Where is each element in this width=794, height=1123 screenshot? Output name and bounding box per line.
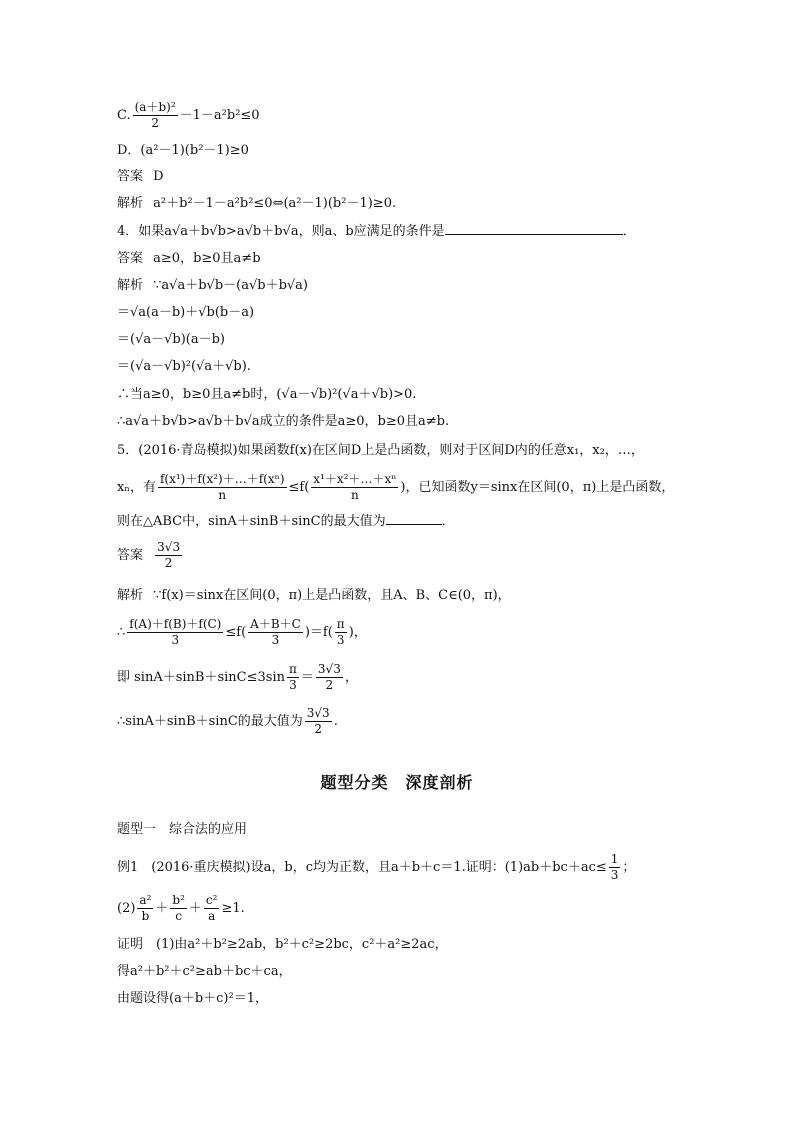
fraction <box>158 472 287 503</box>
text-segment: ∴sinA＋sinB＋sinC的最大值为 <box>117 714 303 729</box>
example-1-line1 <box>117 852 694 883</box>
answer-fraction <box>155 540 182 571</box>
fraction <box>204 893 220 924</box>
answer-label: 答案 <box>117 169 144 184</box>
fraction-numerator: π <box>336 617 345 631</box>
option-c <box>117 100 694 131</box>
text-segment: ≤f( <box>225 625 247 640</box>
answer-blank <box>386 512 442 525</box>
section-title: 题型分类 深度剖析 <box>320 773 474 792</box>
proof-line1: 证明 (1)由a²＋b²≥2ab，b²＋c²≥2bc，c²＋a²≥2ac， <box>117 937 448 952</box>
answer-4 <box>117 249 694 269</box>
solution-4-line5: ∴当a≥0，b≥0且a≠b时，(√a－√b)²(√a＋√b)>0. <box>117 387 417 402</box>
fraction-denominator: 3 <box>271 633 280 647</box>
fraction-numerator: f(A)＋f(B)＋f(C) <box>129 617 222 631</box>
fraction-numerator: a² <box>139 893 152 907</box>
fraction-denominator: n <box>350 488 359 502</box>
text-segment: ＋ <box>155 901 169 916</box>
option-c-prefix: C. <box>117 108 131 123</box>
answer-blank <box>445 222 623 235</box>
answer-value: D <box>153 169 164 184</box>
fraction <box>311 472 398 503</box>
proof-line3: 由题设得(a＋b＋c)²＝1， <box>117 991 268 1006</box>
fraction-numerator: f(x¹)＋f(x²)＋…＋f(xⁿ) <box>159 472 285 486</box>
fraction-numerator: b² <box>172 893 185 907</box>
text-segment: ＋ <box>188 901 202 916</box>
answer-5 <box>117 540 694 571</box>
fraction-denominator: 2 <box>325 678 334 692</box>
fraction-numerator: 3√3 <box>317 662 341 676</box>
example-1-line2 <box>117 893 694 924</box>
text-segment: 即 sinA＋sinB＋sinC≤3sin <box>117 670 285 685</box>
solution-4-line2: ＝√a(a－b)＋√b(b－a) <box>117 305 255 320</box>
fraction <box>316 662 343 693</box>
fraction-numerator: 3√3 <box>306 706 330 720</box>
solution-text: ∵f(x)＝sinx在区间(0，π)上是凸函数，且A、B、C∈(0，π)， <box>153 588 511 603</box>
option-d: D．(a²－1)(b²－1)≥0 <box>117 143 249 158</box>
text-segment: (2) <box>117 901 136 916</box>
text-segment: 则在△ABC中，sinA＋sinB＋sinC的最大值为 <box>117 514 386 529</box>
fraction <box>305 706 332 737</box>
fraction <box>335 617 347 648</box>
fraction <box>248 617 303 648</box>
solution-label: 解析 <box>117 278 144 293</box>
answer-3 <box>117 167 694 187</box>
option-c-rest: －1－a²b²≤0 <box>179 108 260 123</box>
solution-text: ∵a√a＋b√b－(a√b＋b√a) <box>153 278 308 293</box>
solution-4-line6: ∴a√a＋b√b>a√b＋b√a成立的条件是a≥0，b≥0且a≠b. <box>117 414 450 429</box>
fraction-denominator: 3 <box>289 678 297 692</box>
solution-5-line3 <box>117 662 694 693</box>
text-segment: xₙ，有 <box>117 480 156 495</box>
fraction-denominator: c <box>175 909 183 923</box>
text-segment: . <box>333 714 338 729</box>
type-1-heading: 题型一 综合法的应用 <box>117 822 248 837</box>
text-segment: ≤f( <box>288 480 310 495</box>
fraction-denominator: 3 <box>610 868 619 882</box>
fraction <box>287 662 299 693</box>
fraction <box>609 852 621 883</box>
solution-3 <box>117 194 694 214</box>
text-segment: ． <box>441 514 455 529</box>
fraction-denominator: 3 <box>336 633 345 647</box>
fraction-numerator: A＋B＋C <box>250 617 301 631</box>
proof-line2: 得a²＋b²＋c²≥ab＋bc＋ca， <box>117 964 292 979</box>
fraction <box>127 617 223 648</box>
question-5-line1: 5．(2016·青岛模拟)如果函数f(x)在区间D上是凸函数，则对于区间D内的任意x₁，x₂，…， <box>117 443 644 458</box>
fraction-numerator: (a＋b)² <box>134 100 176 114</box>
fraction-numerator: 1 <box>610 852 619 866</box>
fraction <box>170 893 187 924</box>
question-4-text: 4．如果a√a＋b√b>a√b＋b√a，则a、b应满足的条件是 <box>117 224 445 239</box>
fraction <box>137 893 153 924</box>
text-segment: ≥1. <box>221 901 245 916</box>
text-segment: ∴ <box>117 625 126 640</box>
solution-4-line3: ＝(√a－√b)(a－b) <box>117 332 225 347</box>
fraction-denominator: 2 <box>151 116 159 130</box>
fraction-numerator: c² <box>205 893 218 907</box>
fraction-denominator: 2 <box>164 556 173 570</box>
text-segment: )， <box>348 625 367 640</box>
fraction-numerator: x¹＋x²＋…＋xⁿ <box>313 472 397 486</box>
solution-5-line2 <box>117 617 694 648</box>
solution-label: 解析 <box>117 588 144 603</box>
answer-label: 答案 <box>117 548 144 563</box>
question-4-end: ． <box>622 224 636 239</box>
question-5-line2 <box>117 472 694 503</box>
solution-4-line1 <box>117 276 694 296</box>
fraction-denominator: n <box>218 488 227 502</box>
solution-label: 解析 <box>117 196 144 211</box>
question-4 <box>117 222 694 242</box>
solution-4-line4: ＝(√a－√b)²(√a＋√b). <box>117 359 251 374</box>
text-segment: ； <box>622 860 636 875</box>
solution-5-line1 <box>117 586 694 606</box>
text-segment: 例1 (2016·重庆模拟)设a，b，c均为正数，且a＋b＋c＝1.证明：(1)ab＋bc＋ac≤ <box>117 860 607 875</box>
text-segment: ＝ <box>300 670 314 685</box>
text-segment: )＝f( <box>304 625 333 640</box>
text-segment: ， <box>344 670 358 685</box>
text-segment: )，已知函数y＝sinx在区间(0，π)上是凸函数， <box>400 480 675 495</box>
fraction-numerator: π <box>289 662 297 676</box>
solution-5-line4 <box>117 706 694 737</box>
fraction-denominator: b <box>141 909 150 923</box>
fraction-denominator: 2 <box>314 722 323 736</box>
question-5-line3 <box>117 512 694 532</box>
answer-label: 答案 <box>117 251 144 266</box>
option-c-fraction <box>133 100 178 131</box>
solution-text: a²＋b²－1－a²b²≤0⇔(a²－1)(b²－1)≥0. <box>153 196 397 211</box>
fraction-denominator: a <box>208 909 216 923</box>
fraction-numerator: 3√3 <box>157 540 181 554</box>
answer-value: a≥0，b≥0且a≠b <box>153 251 261 266</box>
fraction-denominator: 3 <box>171 633 180 647</box>
